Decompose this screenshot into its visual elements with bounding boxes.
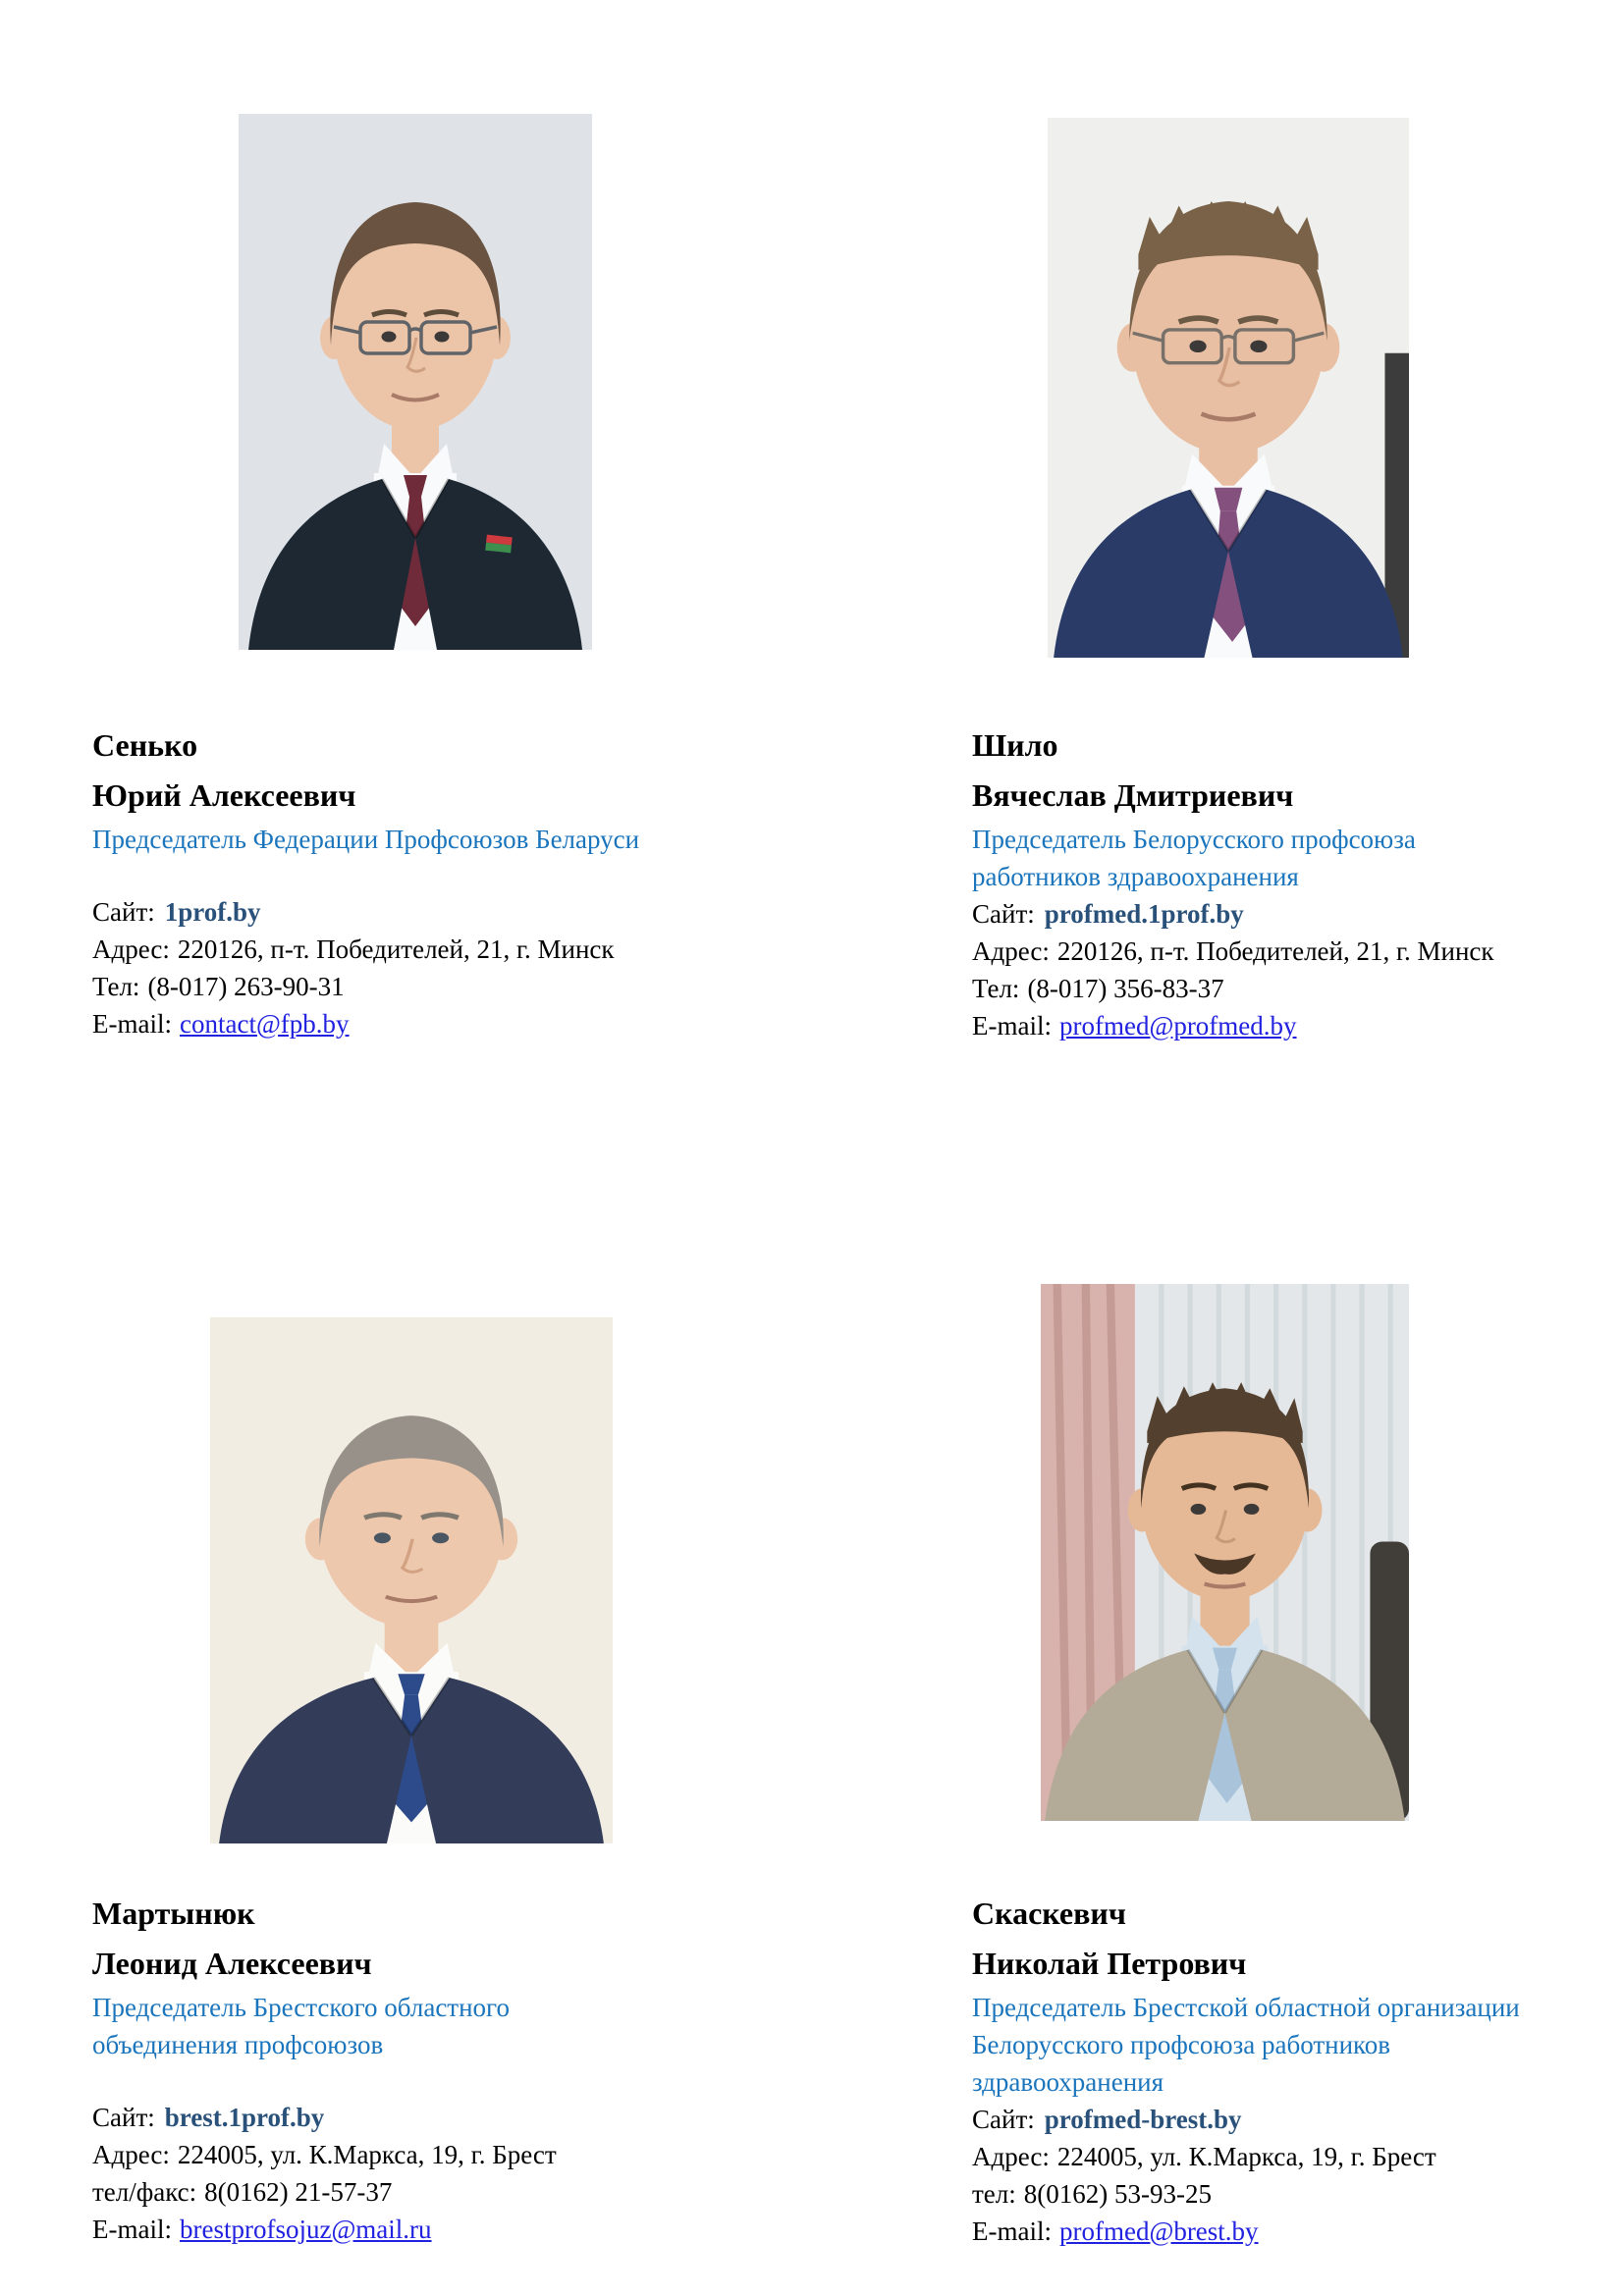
address-row	[92, 931, 642, 968]
person-position: Председатель Федерации Профсоюзов Беларуси	[92, 825, 640, 854]
phone-row	[972, 970, 1537, 1007]
site-value: 1prof.by	[164, 897, 261, 927]
eye	[1190, 341, 1207, 352]
person-given-names: Леонид Алексеевич	[92, 1946, 372, 1981]
phone-row	[92, 968, 642, 1005]
phone-label: Тел:	[972, 974, 1020, 1003]
portrait-illustration	[1048, 118, 1409, 658]
email-row	[972, 2213, 1542, 2250]
eye	[1191, 1504, 1207, 1515]
email-link[interactable]: profmed@brest.by	[1058, 2216, 1259, 2246]
site-row	[972, 2101, 1542, 2138]
address-value: 224005, ул. К.Маркса, 19, г. Брест	[1056, 2142, 1436, 2171]
person-given-names: Вячеслав Дмитриевич	[972, 777, 1294, 813]
phone-value: 8(0162) 53-93-25	[1023, 2179, 1212, 2209]
portrait-illustration	[239, 114, 592, 650]
portrait-photo-senko	[239, 114, 592, 650]
site-label: Сайт:	[92, 897, 155, 927]
site-value: profmed.1prof.by	[1044, 899, 1244, 929]
phone-value: 8(0162) 21-57-37	[204, 2177, 393, 2207]
portrait-photo-shilo	[1048, 118, 1409, 658]
phone-value: (8-017) 263-90-31	[147, 972, 345, 1001]
eye	[1244, 1504, 1260, 1515]
flag-pin	[485, 535, 513, 554]
email-row	[92, 1005, 642, 1042]
site-label: Сайт:	[972, 899, 1035, 929]
address-label: Адрес:	[92, 2140, 170, 2169]
address-label: Адрес:	[972, 2142, 1050, 2171]
address-value: 224005, ул. К.Маркса, 19, г. Брест	[177, 2140, 557, 2169]
address-label: Адрес:	[92, 934, 170, 964]
email-row	[972, 1007, 1537, 1044]
eye	[432, 1532, 449, 1543]
phone-label: тел/факс:	[92, 2177, 197, 2207]
spacer	[92, 2063, 642, 2099]
email-link[interactable]: brestprofsojuz@mail.ru	[179, 2215, 432, 2244]
address-value: 220126, п-т. Победителей, 21, г. Минск	[1056, 936, 1494, 966]
address-row	[972, 2138, 1542, 2175]
person-given-names: Юрий Алексеевич	[92, 777, 356, 813]
site-row	[972, 895, 1537, 933]
person-position: Председатель Брестского областного объединения профсоюзов	[92, 1993, 510, 2059]
email-label: E-mail:	[972, 2216, 1052, 2246]
email-label: E-mail:	[92, 1009, 172, 1039]
eye	[382, 332, 397, 343]
site-value: brest.1prof.by	[164, 2103, 325, 2132]
email-label: E-mail:	[92, 2215, 172, 2244]
eye	[374, 1532, 391, 1543]
phone-label: Тел:	[92, 972, 140, 1001]
site-label: Сайт:	[972, 2105, 1035, 2134]
person-given-names: Николай Петрович	[972, 1946, 1247, 1981]
person-position: Председатель Брестской областной организации Белорусского профсоюза работников здравоохранения	[972, 1993, 1520, 2097]
phone-value: (8-017) 356-83-37	[1027, 974, 1224, 1003]
site-row	[92, 2099, 642, 2136]
address-row	[92, 2136, 642, 2173]
person-surname: Скаскевич	[972, 1896, 1126, 1931]
portrait-illustration	[210, 1317, 613, 1843]
site-row	[92, 893, 642, 931]
address-value: 220126, п-т. Победителей, 21, г. Минск	[177, 934, 615, 964]
person-position: Председатель Белорусского профсоюза работников здравоохранения	[972, 825, 1416, 891]
eye	[435, 332, 450, 343]
person-surname: Мартынюк	[92, 1896, 255, 1931]
email-row	[92, 2211, 642, 2248]
phone-row	[972, 2175, 1542, 2213]
person-surname: Шило	[972, 727, 1058, 763]
site-label: Сайт:	[92, 2103, 155, 2132]
email-link[interactable]: profmed@profmed.by	[1058, 1011, 1297, 1041]
portrait-photo-skaskevich	[1041, 1284, 1409, 1821]
email-label: E-mail:	[972, 1011, 1052, 1041]
address-row	[972, 933, 1537, 970]
person-surname: Сенько	[92, 727, 198, 763]
portrait-illustration	[1041, 1284, 1409, 1821]
spacer	[92, 858, 642, 893]
address-label: Адрес:	[972, 936, 1050, 966]
phone-label: тел:	[972, 2179, 1016, 2209]
eye	[1250, 341, 1267, 352]
email-link[interactable]: contact@fpb.by	[179, 1009, 350, 1039]
phone-row	[92, 2173, 642, 2211]
portrait-photo-martynyuk	[210, 1317, 613, 1843]
site-value: profmed-brest.by	[1044, 2105, 1242, 2134]
